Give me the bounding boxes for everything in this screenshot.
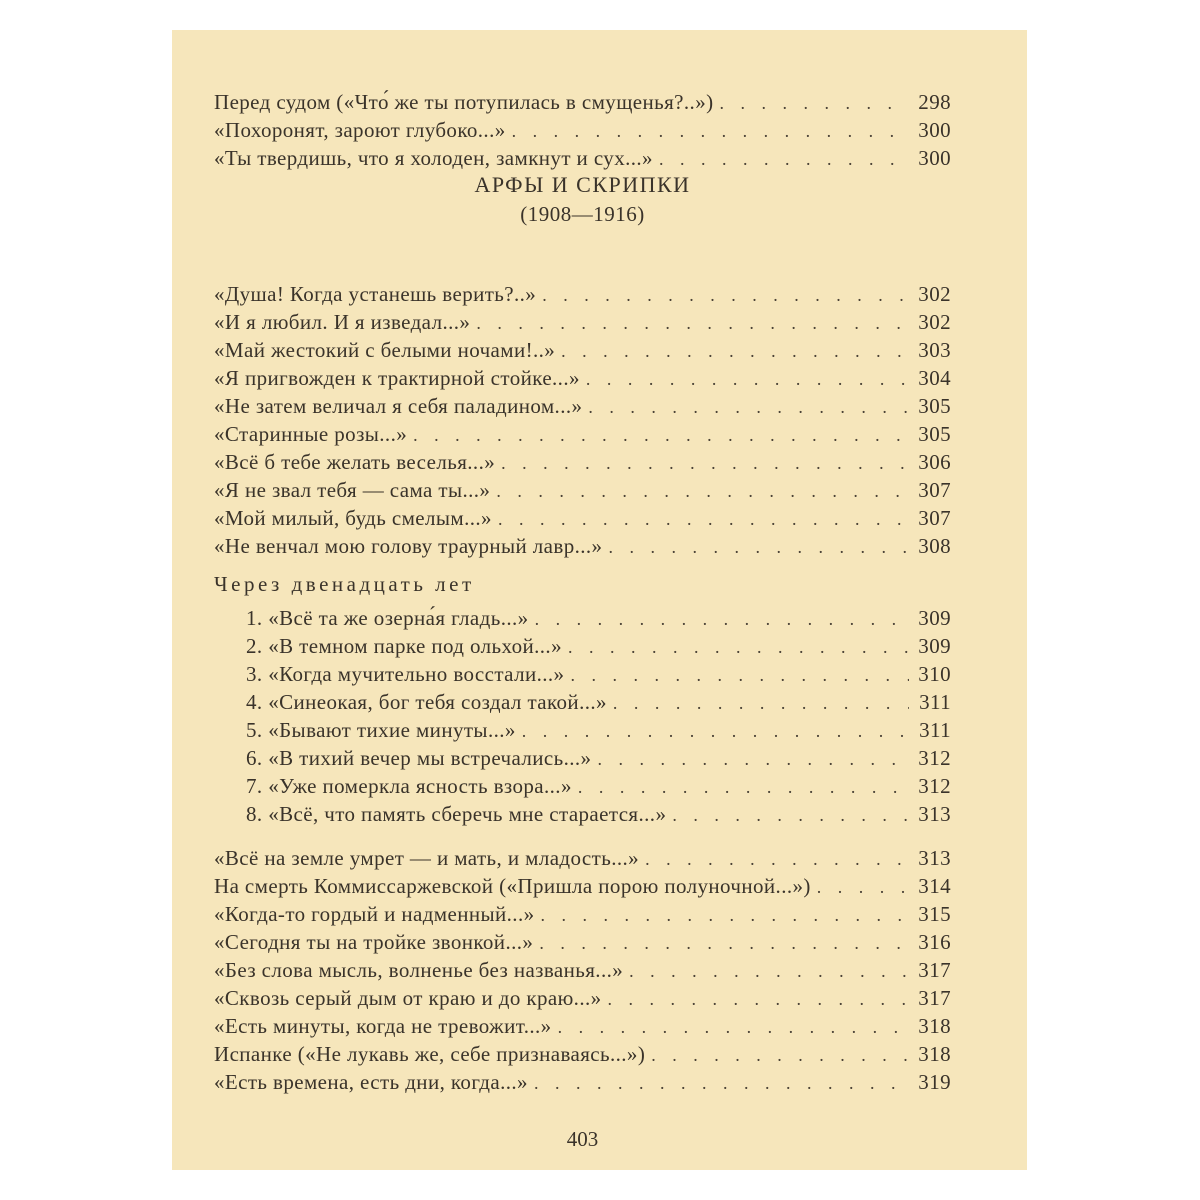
toc-entry-page: 310 — [918, 662, 951, 686]
toc-entry-title: «Есть минуты, когда не тревожит...» — [214, 1014, 552, 1038]
toc-entry-page: 309 — [918, 634, 951, 658]
toc-entry-page: 313 — [918, 846, 951, 870]
toc-entry-page: 300 — [918, 118, 951, 142]
toc-entry — [214, 1012, 951, 1040]
toc-entry — [214, 928, 951, 956]
toc-entry — [214, 392, 951, 420]
toc-entry-title: «Душа! Когда устанешь верить?..» — [214, 282, 537, 306]
toc-entry-page: 317 — [918, 986, 951, 1010]
toc-entry-page: 318 — [918, 1014, 951, 1038]
toc-entry-page: 313 — [918, 802, 951, 826]
dot-leader — [645, 845, 909, 873]
toc-entry-page: 305 — [918, 394, 951, 418]
toc-entry-title: «Ты твердишь, что я холоден, замкнут и сух...» — [214, 146, 653, 170]
dot-leader — [629, 957, 909, 985]
dot-leader — [570, 661, 909, 689]
toc-entry-page: 308 — [918, 534, 951, 558]
toc-entry-title: 4. «Синеокая, бог тебя создал такой...» — [246, 690, 607, 714]
dot-leader — [413, 421, 909, 449]
book-page — [172, 30, 1027, 1170]
toc-entry-page: 303 — [918, 338, 951, 362]
toc-entry-title: 3. «Когда мучительно восстали...» — [246, 662, 565, 686]
toc-entry-title: На смерть Коммиссаржевской («Пришла порою полуночной...») — [214, 874, 811, 898]
toc-entry-title: 7. «Уже померкла ясность взора...» — [246, 774, 572, 798]
dot-leader — [496, 477, 909, 505]
dot-leader — [613, 689, 909, 717]
toc-entry-page: 314 — [918, 874, 951, 898]
toc-entry-page: 302 — [918, 310, 951, 334]
toc-entry — [214, 1068, 951, 1096]
toc-entry-page: 305 — [918, 422, 951, 446]
toc-entry-title: «Май жестокий с белыми ночами!..» — [214, 338, 556, 362]
toc-entry — [214, 448, 951, 476]
toc-entry-page: 318 — [918, 1042, 951, 1066]
toc-entry-title: «Я пригвожден к трактирной стойке...» — [214, 366, 580, 390]
toc-entry-title: «Сегодня ты на тройке звонкой...» — [214, 930, 534, 954]
toc-entry-title: 2. «В темном парке под ольхой...» — [246, 634, 562, 658]
toc-entry — [214, 604, 951, 632]
toc-entry-page: 298 — [918, 90, 951, 114]
dot-leader — [568, 633, 909, 661]
toc-entry-title: 5. «Бывают тихие минуты...» — [246, 718, 516, 742]
dot-leader — [608, 985, 909, 1013]
toc-entry — [214, 88, 951, 116]
toc-entry-page: 317 — [918, 958, 951, 982]
toc-entry-title: «И я любил. И я изведал...» — [214, 310, 471, 334]
toc-entry — [214, 476, 951, 504]
dot-leader — [719, 89, 909, 117]
toc-entry — [214, 872, 951, 900]
toc-entry-title: «Не венчал мою голову траурный лавр...» — [214, 534, 603, 558]
dot-leader — [578, 773, 909, 801]
toc-entry-title: 1. «Всё та же озерна́я гладь...» — [246, 606, 529, 630]
toc-entry-page: 302 — [918, 282, 951, 306]
toc-entry — [214, 144, 951, 172]
toc-entry — [214, 336, 951, 364]
toc-entry-title: «Всё б тебе желать веселья...» — [214, 450, 496, 474]
toc-entry-title: 8. «Всё, что память сберечь мне старается...» — [246, 802, 667, 826]
toc-entry-page: 306 — [918, 450, 951, 474]
toc-entry-page: 316 — [918, 930, 951, 954]
dot-leader — [651, 1041, 909, 1069]
toc-entry-title: Испанке («Не лукавь же, себе признаваясь...») — [214, 1042, 646, 1066]
toc-entry — [214, 800, 951, 828]
toc-entry — [214, 1040, 951, 1068]
toc-entry — [214, 420, 951, 448]
dot-leader — [512, 117, 909, 145]
dot-leader — [672, 801, 909, 829]
toc-entry-title: «Когда-то гордый и надменный...» — [214, 902, 535, 926]
toc-entry-title: «Всё на земле умрет — и мать, и младость...» — [214, 846, 640, 870]
cycle-title: Через двенадцать лет — [214, 572, 475, 596]
toc-entry — [214, 280, 951, 308]
toc-entry — [214, 984, 951, 1012]
dot-leader — [541, 901, 910, 929]
toc-entry — [214, 744, 951, 772]
dot-leader — [659, 145, 909, 173]
toc-entry — [214, 772, 951, 800]
dot-leader — [476, 309, 909, 337]
toc-entry — [214, 956, 951, 984]
section-dates: (1908—1916) — [520, 202, 645, 226]
toc-entry — [214, 660, 951, 688]
dot-leader — [817, 873, 909, 901]
toc-entry-title: Перед судом («Что́ же ты потупилась в смущенья?..») — [214, 90, 714, 114]
toc-entry-title: «Мой милый, будь смелым...» — [214, 506, 492, 530]
toc-entry-page: 309 — [918, 606, 951, 630]
toc-entry-page: 315 — [918, 902, 951, 926]
dot-leader — [588, 393, 909, 421]
toc-entry-title: «Есть времена, есть дни, когда...» — [214, 1070, 528, 1094]
dot-leader — [539, 929, 909, 957]
toc-entry-page: 311 — [919, 718, 951, 742]
toc-entry-title: «Сквозь серый дым от краю и до краю...» — [214, 986, 602, 1010]
toc-entry — [214, 844, 951, 872]
dot-leader — [501, 449, 909, 477]
toc-entry — [214, 364, 951, 392]
dot-leader — [586, 365, 909, 393]
dot-leader — [534, 1069, 909, 1097]
dot-leader — [498, 505, 909, 533]
toc-entry — [214, 116, 951, 144]
toc-entry-title: «Старинные розы...» — [214, 422, 408, 446]
section-title: АРФЫ И СКРИПКИ — [474, 172, 691, 197]
toc-entry-title: «Похоронят, зароют глубоко...» — [214, 118, 506, 142]
toc-entry-page: 319 — [918, 1070, 951, 1094]
dot-leader — [522, 717, 909, 745]
dot-leader — [535, 605, 909, 633]
toc-entry-page: 312 — [918, 774, 951, 798]
dot-leader — [558, 1013, 909, 1041]
dot-leader — [597, 745, 909, 773]
toc-entry-page: 304 — [918, 366, 951, 390]
dot-leader — [542, 281, 909, 309]
toc-entry — [214, 504, 951, 532]
toc-entry-page: 307 — [918, 478, 951, 502]
toc-entry-page: 300 — [918, 146, 951, 170]
toc-entry — [214, 632, 951, 660]
toc-entry-title: «Без слова мысль, волненье без названья...» — [214, 958, 624, 982]
toc-entry-title: «Я не звал тебя — сама ты...» — [214, 478, 491, 502]
dot-leader — [561, 337, 909, 365]
toc-entry-page: 307 — [918, 506, 951, 530]
toc-entry — [214, 308, 951, 336]
toc-entry-page: 311 — [919, 690, 951, 714]
toc-entry-title: «Не затем величал я себя паладином...» — [214, 394, 583, 418]
toc-entry-page: 312 — [918, 746, 951, 770]
dot-leader — [608, 533, 909, 561]
toc-entry-title: 6. «В тихий вечер мы встречались...» — [246, 746, 592, 770]
page-number: 403 — [566, 1127, 599, 1151]
toc-entry — [214, 716, 951, 744]
toc-entry — [214, 900, 951, 928]
toc-entry — [214, 532, 951, 560]
toc-entry — [214, 688, 951, 716]
